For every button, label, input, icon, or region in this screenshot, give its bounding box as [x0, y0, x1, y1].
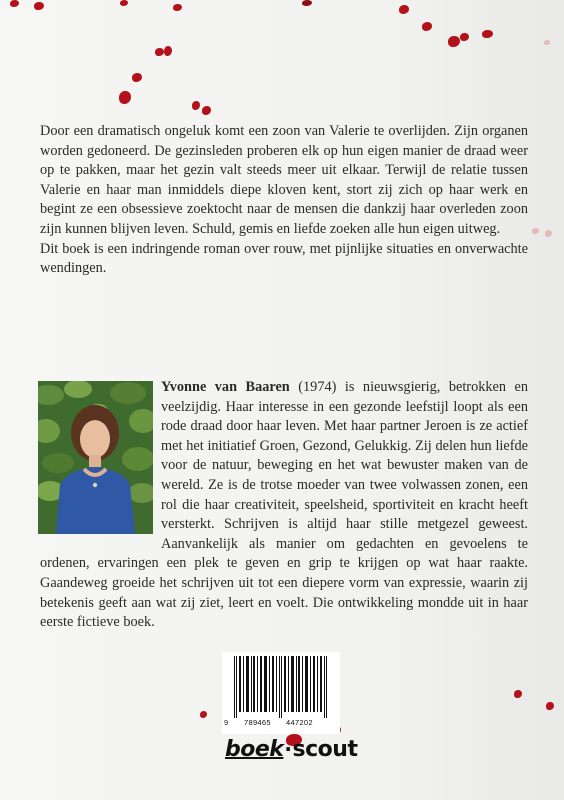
author-bio-text: (1974) is nieuwsgierig, betrokken en veelzijdig. Haar interesse in een gezonde leefstijl loopt als een rode draad door haar leven. Met haar partner Jeroen is ze actief met het initiatief Groen, Gezond, Gelukkig. Zij delen hun liefde voor de natuur, beweging en het wat bewuster maken van de wereld. Ze is de trotse moeder van twee volwassen zonen, een rol die haar creativiteit, speelsheid, sportiviteit en kracht heeft versterkt. Schrijven is altijd haar stille metgezel geweest. Aanvankelijk als manier om gedachten en gevoelens te ordenen, ervaringen een plek te geven en grip te krijgen op wat haar raakte. Gaandeweg groeide het schrijven uit tot een diepere vorm van expressie, waarin zij betekenis geeft aan wat zij ziet, leert en voelt. Die ontwikkeling mondde uit in haar eerste fictieve boek.: [40, 379, 529, 631]
isbn-digit-first: 9: [224, 718, 229, 727]
barcode-bars: [228, 656, 334, 718]
isbn-digits-left: 789465: [244, 718, 271, 727]
publisher-logo-part2: scout: [292, 737, 358, 762]
isbn-barcode: [222, 652, 340, 734]
book-blurb: [40, 122, 528, 279]
publisher-logo-separator: ·: [284, 737, 292, 761]
publisher-logo-part1: boek: [225, 737, 284, 762]
blurb-paragraph: Door een dramatisch ongeluk komt een zoon van Valerie te overlijden. Zijn organen worden gedoneerd. De gezinsleden proberen elk op hun eigen manier de draad weer op te pakken, maar het gezin valt steeds meer uit elkaar. Terwijl de relatie tussen Valerie en haar man inmiddels diepe kloven kent, stort zij zich op haar werk en begint ze een obsessieve zoektocht naar de mensen die dankzij haar overleden zoon zijn kunnen blijven leven. Schuld, gemis en liefde zoeken alle hun eigen uitweg.: [40, 123, 528, 237]
publisher-logo: [225, 737, 358, 767]
blurb-paragraph: Dit boek is een indringende roman over rouw, met pijnlijke situaties en onverwachte wendingen.: [40, 240, 528, 277]
isbn-digits-right: 447202: [286, 718, 313, 727]
author-name: Yvonne van Baaren: [161, 379, 290, 395]
author-photo: [38, 381, 153, 534]
